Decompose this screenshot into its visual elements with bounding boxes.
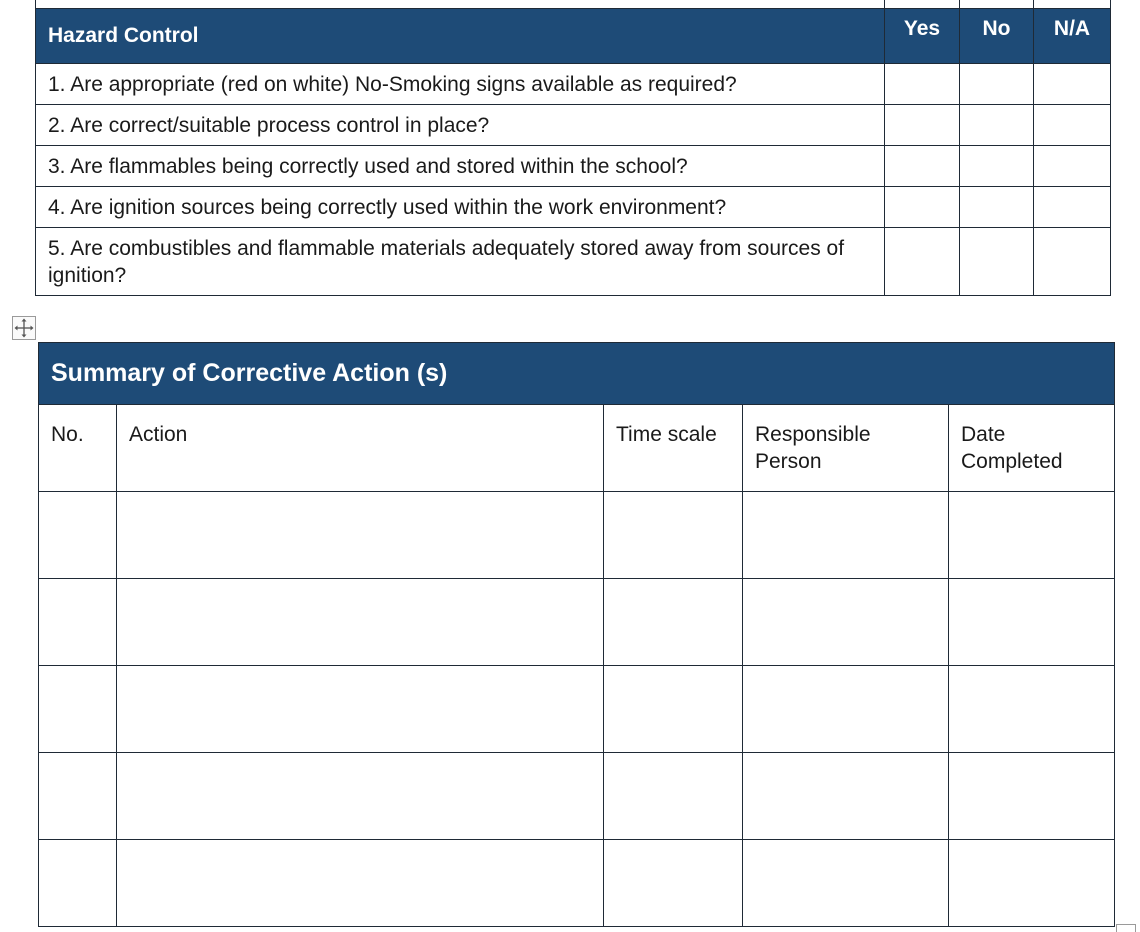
question-row	[36, 187, 1111, 228]
answer-na-cell[interactable]	[1034, 187, 1111, 228]
column-date-completed: Date Completed	[949, 405, 1115, 492]
no-cell[interactable]	[39, 753, 117, 840]
answer-no-cell[interactable]	[960, 64, 1034, 105]
date-completed-cell[interactable]	[949, 579, 1115, 666]
question-row	[36, 228, 1111, 296]
question-row	[36, 105, 1111, 146]
table-row	[39, 753, 1115, 840]
time-scale-cell[interactable]	[604, 666, 743, 753]
question-text: 4. Are ignition sources being correctly used within the work environment?	[36, 187, 885, 228]
time-scale-cell[interactable]	[604, 579, 743, 666]
responsible-person-cell[interactable]	[743, 579, 949, 666]
column-no: No	[960, 9, 1034, 64]
answer-na-cell[interactable]	[1034, 146, 1111, 187]
column-yes: Yes	[885, 9, 960, 64]
column-na: N/A	[1034, 9, 1111, 64]
corrective-action-table	[38, 342, 1115, 927]
responsible-person-cell[interactable]	[743, 753, 949, 840]
action-cell[interactable]	[117, 579, 604, 666]
answer-na-cell[interactable]	[1034, 64, 1111, 105]
table-resize-handle[interactable]	[1116, 924, 1136, 932]
column-action: Action	[117, 405, 604, 492]
no-cell[interactable]	[39, 579, 117, 666]
corrective-header-row	[39, 405, 1115, 492]
corrective-table-title: Summary of Corrective Action (s)	[39, 343, 1115, 405]
action-cell[interactable]	[117, 492, 604, 579]
question-text: 1. Are appropriate (red on white) No-Smoking signs available as required?	[36, 64, 885, 105]
responsible-person-cell[interactable]	[743, 840, 949, 927]
table-row	[39, 492, 1115, 579]
answer-yes-cell[interactable]	[885, 64, 960, 105]
answer-no-cell[interactable]	[960, 146, 1034, 187]
answer-yes-cell[interactable]	[885, 187, 960, 228]
answer-yes-cell[interactable]	[885, 105, 960, 146]
no-cell[interactable]	[39, 840, 117, 927]
date-completed-cell[interactable]	[949, 492, 1115, 579]
hazard-header-row	[36, 9, 1111, 64]
corrective-title-row	[39, 343, 1115, 405]
no-cell[interactable]	[39, 666, 117, 753]
column-responsible-person: Responsible Person	[743, 405, 949, 492]
table-row	[39, 579, 1115, 666]
hazard-control-table	[35, 0, 1111, 296]
previous-row-cutoff	[36, 0, 1111, 9]
answer-na-cell[interactable]	[1034, 105, 1111, 146]
question-row	[36, 146, 1111, 187]
time-scale-cell[interactable]	[604, 840, 743, 927]
date-completed-cell[interactable]	[949, 840, 1115, 927]
responsible-person-cell[interactable]	[743, 666, 949, 753]
action-cell[interactable]	[117, 666, 604, 753]
answer-no-cell[interactable]	[960, 228, 1034, 296]
date-completed-cell[interactable]	[949, 753, 1115, 840]
action-cell[interactable]	[117, 753, 604, 840]
question-text: 5. Are combustibles and flammable materials adequately stored away from sources of ignition?	[36, 228, 885, 296]
answer-no-cell[interactable]	[960, 105, 1034, 146]
table-row	[39, 840, 1115, 927]
answer-yes-cell[interactable]	[885, 228, 960, 296]
table-row	[39, 666, 1115, 753]
responsible-person-cell[interactable]	[743, 492, 949, 579]
action-cell[interactable]	[117, 840, 604, 927]
question-text: 3. Are flammables being correctly used and stored within the school?	[36, 146, 885, 187]
no-cell[interactable]	[39, 492, 117, 579]
table-move-handle[interactable]	[12, 316, 36, 340]
time-scale-cell[interactable]	[604, 492, 743, 579]
answer-yes-cell[interactable]	[885, 146, 960, 187]
question-row	[36, 64, 1111, 105]
question-text: 2. Are correct/suitable process control in place?	[36, 105, 885, 146]
move-arrows-icon	[13, 317, 35, 339]
column-time-scale: Time scale	[604, 405, 743, 492]
time-scale-cell[interactable]	[604, 753, 743, 840]
date-completed-cell[interactable]	[949, 666, 1115, 753]
hazard-table-title: Hazard Control	[36, 9, 885, 64]
column-no: No.	[39, 405, 117, 492]
answer-no-cell[interactable]	[960, 187, 1034, 228]
answer-na-cell[interactable]	[1034, 228, 1111, 296]
